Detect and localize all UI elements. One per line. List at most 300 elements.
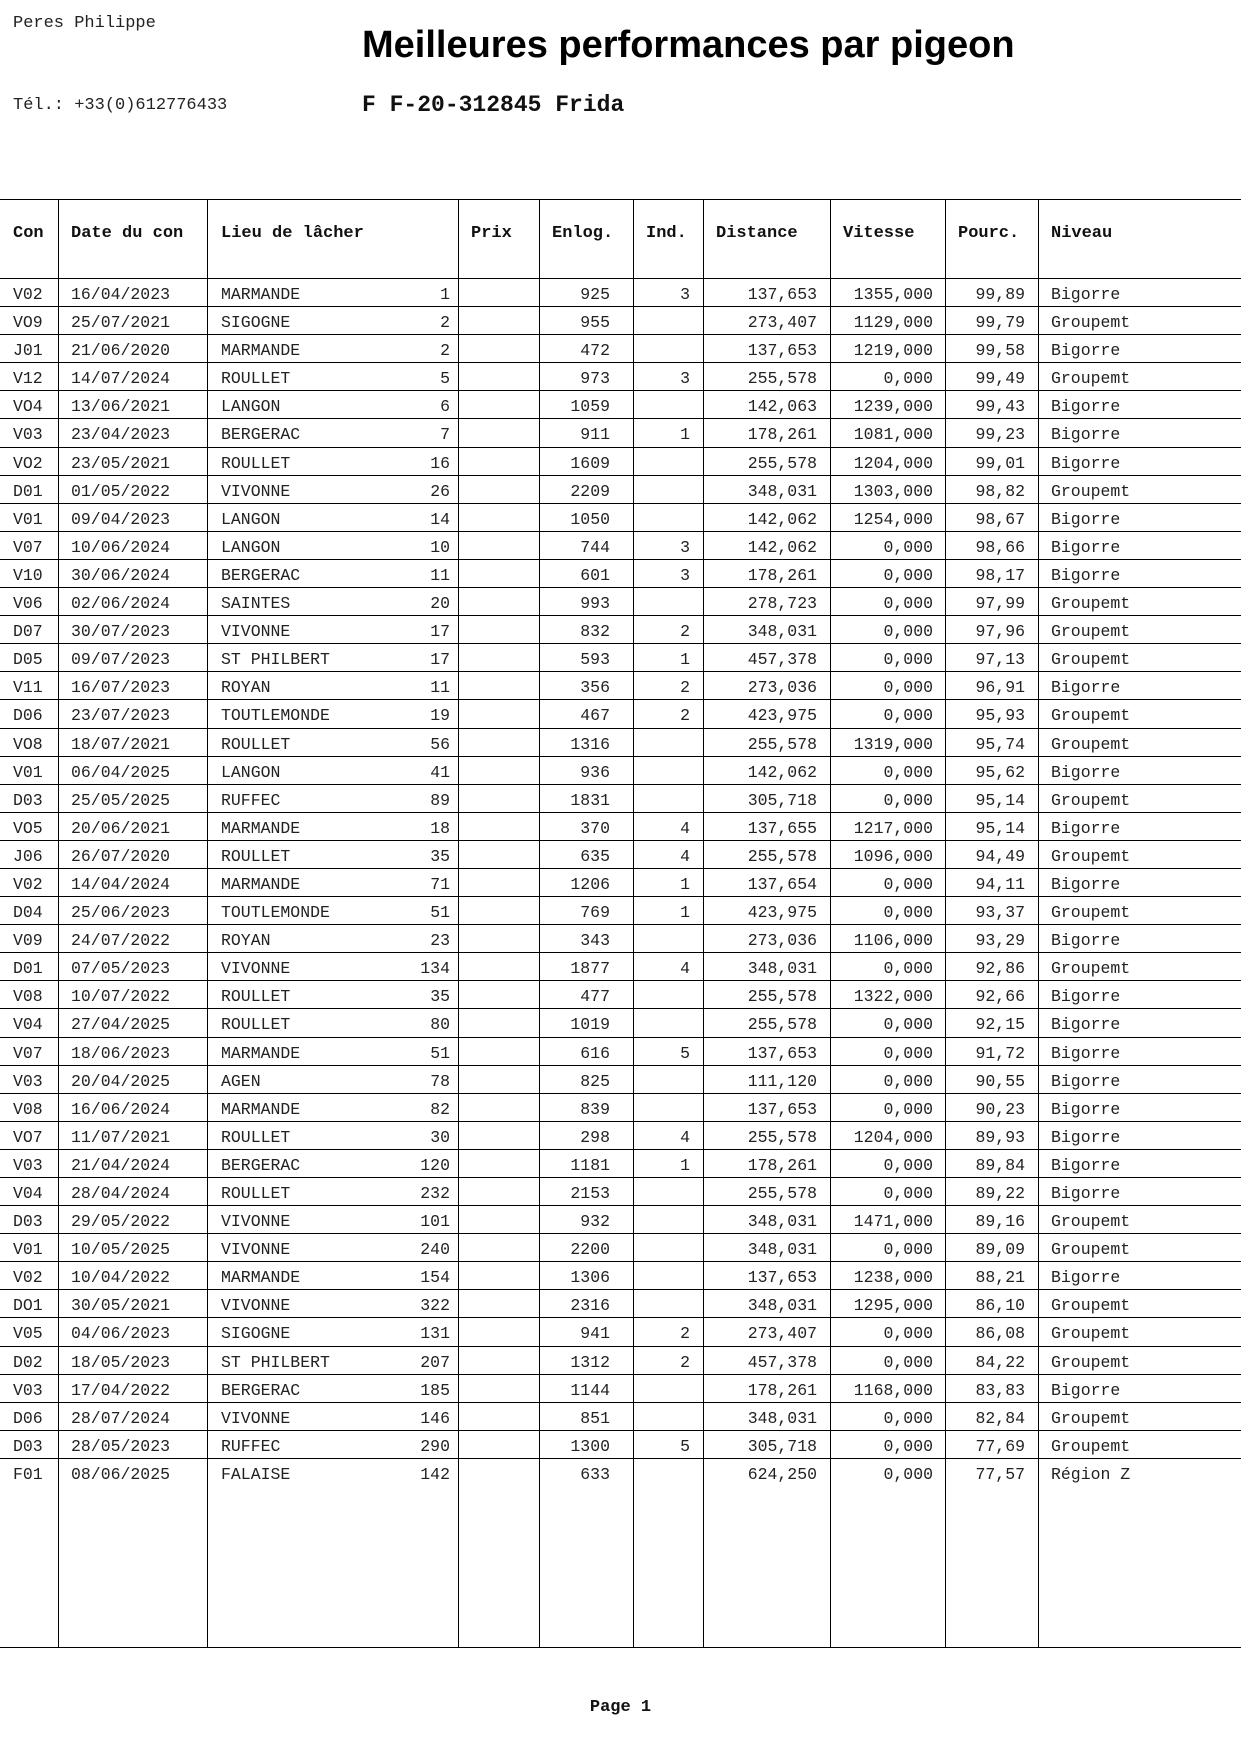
cell-niveau: Groupemt <box>1051 594 1131 614</box>
cell-pourc: 92,86 <box>975 959 1025 979</box>
cell-pourc: 99,01 <box>975 453 1025 473</box>
cell-date: 10/05/2025 <box>71 1240 171 1260</box>
cell-pourc: 98,67 <box>975 509 1025 529</box>
cell-niveau: Groupemt <box>1051 790 1131 810</box>
cell-distance: 178,261 <box>747 1380 817 1400</box>
table-row <box>0 1122 1241 1150</box>
table-row <box>0 672 1241 700</box>
cell-niveau: Groupemt <box>1051 706 1131 726</box>
cell-distance: 255,578 <box>747 1127 817 1147</box>
cell-date: 08/06/2025 <box>71 1464 171 1484</box>
cell-pourc: 98,66 <box>975 537 1025 557</box>
cell-ind: 1 <box>680 903 690 923</box>
cell-con: V03 <box>13 1155 43 1175</box>
cell-lieu: VIVONNE <box>221 1240 291 1260</box>
cell-pourc: 95,14 <box>975 790 1025 810</box>
cell-pourc: 99,49 <box>975 369 1025 389</box>
cell-lieu: VIVONNE <box>221 481 291 501</box>
cell-con: VO9 <box>13 313 43 333</box>
table-row <box>0 757 1241 785</box>
cell-lieu: ROULLET <box>221 734 291 754</box>
table-row <box>0 532 1241 560</box>
col-header-distance: Distance <box>716 224 798 243</box>
cell-lieu: SIGOGNE <box>221 313 291 333</box>
page-number: Page 1 <box>589 1698 652 1717</box>
table-row <box>0 729 1241 757</box>
cell-niveau: Bigorre <box>1051 1155 1121 1175</box>
cell-pourc: 90,23 <box>975 1099 1025 1119</box>
cell-vitesse: 0,000 <box>883 1352 933 1372</box>
cell-date: 16/04/2023 <box>71 285 171 304</box>
cell-vitesse: 0,000 <box>883 594 933 614</box>
cell-prix: 1 <box>440 285 450 304</box>
cell-con: V04 <box>13 1184 43 1203</box>
cell-vitesse: 0,000 <box>883 1184 933 1203</box>
cell-lieu: AGEN <box>221 1071 261 1091</box>
cell-enlog: 1144 <box>570 1380 610 1400</box>
cell-pourc: 95,74 <box>975 734 1025 754</box>
cell-lieu: BERGERAC <box>221 1155 301 1175</box>
table-header <box>0 200 1241 278</box>
cell-prix: 23 <box>430 931 450 951</box>
cell-vitesse: 0,000 <box>883 706 933 726</box>
cell-distance: 111,120 <box>747 1071 817 1091</box>
table-row <box>0 616 1241 644</box>
cell-pourc: 97,13 <box>975 650 1025 670</box>
table-row <box>0 1431 1241 1459</box>
cell-distance: 348,031 <box>747 1296 817 1316</box>
cell-distance: 178,261 <box>747 1155 817 1175</box>
cell-lieu: SIGOGNE <box>221 1324 291 1344</box>
cell-pourc: 94,49 <box>975 846 1025 866</box>
cell-enlog: 1306 <box>570 1268 610 1288</box>
cell-con: J06 <box>13 846 43 866</box>
cell-enlog: 467 <box>580 706 610 726</box>
cell-vitesse: 1239,000 <box>853 397 933 417</box>
table-row <box>0 588 1241 616</box>
table-row <box>0 1094 1241 1122</box>
cell-prix: 154 <box>420 1268 450 1288</box>
cell-date: 09/07/2023 <box>71 650 171 670</box>
cell-prix: 78 <box>430 1071 450 1091</box>
cell-distance: 305,718 <box>747 790 817 810</box>
cell-distance: 624,250 <box>747 1464 817 1484</box>
cell-date: 07/05/2023 <box>71 959 171 979</box>
cell-date: 23/04/2023 <box>71 425 171 445</box>
cell-enlog: 925 <box>580 285 610 304</box>
cell-enlog: 936 <box>580 762 610 782</box>
cell-con: D04 <box>13 903 43 923</box>
cell-distance: 255,578 <box>747 987 817 1007</box>
table-row <box>0 560 1241 588</box>
cell-niveau: Groupemt <box>1051 1240 1131 1260</box>
cell-distance: 273,036 <box>747 931 817 951</box>
cell-vitesse: 1295,000 <box>853 1296 933 1316</box>
cell-con: D03 <box>13 1212 43 1232</box>
col-header-date: Date du con <box>71 224 184 243</box>
cell-niveau: Bigorre <box>1051 565 1121 585</box>
cell-lieu: ROULLET <box>221 987 291 1007</box>
table-row <box>0 419 1241 447</box>
cell-pourc: 99,23 <box>975 425 1025 445</box>
cell-distance: 137,654 <box>747 874 817 894</box>
table-row <box>0 1347 1241 1375</box>
cell-con: V01 <box>13 1240 43 1260</box>
cell-date: 30/05/2021 <box>71 1296 171 1316</box>
cell-niveau: Groupemt <box>1051 1212 1131 1232</box>
cell-lieu: VIVONNE <box>221 622 291 642</box>
page-title: Meilleures performances par pigeon <box>362 24 1015 66</box>
cell-prix: 51 <box>430 903 450 923</box>
cell-distance: 142,062 <box>747 537 817 557</box>
cell-date: 29/05/2022 <box>71 1212 171 1232</box>
cell-date: 26/07/2020 <box>71 846 171 866</box>
cell-pourc: 99,79 <box>975 313 1025 333</box>
cell-con: V10 <box>13 565 43 585</box>
cell-ind: 4 <box>680 818 690 838</box>
cell-enlog: 973 <box>580 369 610 389</box>
cell-date: 21/06/2020 <box>71 341 171 361</box>
cell-lieu: ST PHILBERT <box>221 1352 330 1372</box>
cell-pourc: 89,93 <box>975 1127 1025 1147</box>
table-row <box>0 1150 1241 1178</box>
cell-vitesse: 0,000 <box>883 1043 933 1063</box>
cell-niveau: Bigorre <box>1051 285 1121 304</box>
cell-pourc: 92,66 <box>975 987 1025 1007</box>
cell-vitesse: 0,000 <box>883 1408 933 1428</box>
owner-phone: Tél.: +33(0)612776433 <box>13 96 228 115</box>
cell-con: DO1 <box>13 1296 43 1316</box>
cell-enlog: 370 <box>580 818 610 838</box>
cell-niveau: Bigorre <box>1051 762 1121 782</box>
cell-enlog: 1181 <box>570 1155 610 1175</box>
cell-niveau: Groupemt <box>1051 959 1131 979</box>
cell-vitesse: 1322,000 <box>853 987 933 1007</box>
cell-con: D01 <box>13 959 43 979</box>
cell-lieu: RUFFEC <box>221 1436 281 1456</box>
cell-enlog: 2153 <box>570 1184 610 1203</box>
cell-niveau: Groupemt <box>1051 903 1131 923</box>
cell-pourc: 98,82 <box>975 481 1025 501</box>
cell-enlog: 1312 <box>570 1352 610 1372</box>
cell-vitesse: 1254,000 <box>853 509 933 529</box>
cell-vitesse: 0,000 <box>883 1436 933 1456</box>
table-row <box>0 953 1241 981</box>
table-row <box>0 1234 1241 1262</box>
cell-con: V07 <box>13 1043 43 1063</box>
cell-vitesse: 1319,000 <box>853 734 933 754</box>
table-row <box>0 897 1241 925</box>
cell-enlog: 832 <box>580 622 610 642</box>
cell-vitesse: 1219,000 <box>853 341 933 361</box>
cell-pourc: 89,84 <box>975 1155 1025 1175</box>
cell-con: D06 <box>13 706 43 726</box>
cell-prix: 51 <box>430 1043 450 1063</box>
cell-pourc: 89,09 <box>975 1240 1025 1260</box>
cell-prix: 2 <box>440 341 450 361</box>
cell-date: 04/06/2023 <box>71 1324 171 1344</box>
table-row <box>0 1066 1241 1094</box>
col-header-niveau: Niveau <box>1051 224 1113 243</box>
cell-distance: 273,407 <box>747 313 817 333</box>
owner-name: Peres Philippe <box>13 14 156 33</box>
cell-con: D06 <box>13 1408 43 1428</box>
cell-vitesse: 1204,000 <box>853 1127 933 1147</box>
cell-distance: 278,723 <box>747 594 817 614</box>
cell-lieu: ROULLET <box>221 1127 291 1147</box>
cell-date: 28/04/2024 <box>71 1184 171 1203</box>
table-row <box>0 448 1241 476</box>
cell-pourc: 89,16 <box>975 1212 1025 1232</box>
cell-niveau: Région Z <box>1051 1464 1131 1484</box>
cell-lieu: LANGON <box>221 397 281 417</box>
cell-enlog: 955 <box>580 313 610 333</box>
cell-prix: 56 <box>430 734 450 754</box>
cell-lieu: BERGERAC <box>221 1380 301 1400</box>
cell-distance: 137,653 <box>747 1268 817 1288</box>
cell-prix: 89 <box>430 790 450 810</box>
cell-pourc: 86,08 <box>975 1324 1025 1344</box>
cell-prix: 120 <box>420 1155 450 1175</box>
cell-lieu: MARMANDE <box>221 285 301 304</box>
cell-prix: 19 <box>430 706 450 726</box>
cell-vitesse: 0,000 <box>883 874 933 894</box>
table-row <box>0 1206 1241 1234</box>
cell-enlog: 1831 <box>570 790 610 810</box>
cell-prix: 6 <box>440 397 450 417</box>
cell-lieu: SAINTES <box>221 594 291 614</box>
cell-pourc: 89,22 <box>975 1184 1025 1203</box>
cell-niveau: Groupemt <box>1051 481 1131 501</box>
cell-con: VO8 <box>13 734 43 754</box>
cell-pourc: 93,37 <box>975 903 1025 923</box>
cell-con: V08 <box>13 987 43 1007</box>
cell-vitesse: 1106,000 <box>853 931 933 951</box>
cell-vitesse: 1471,000 <box>853 1212 933 1232</box>
table-row <box>0 700 1241 728</box>
cell-niveau: Groupemt <box>1051 313 1131 333</box>
cell-con: V04 <box>13 1015 43 1035</box>
cell-niveau: Groupemt <box>1051 1436 1131 1456</box>
cell-distance: 348,031 <box>747 959 817 979</box>
table-row <box>0 1459 1241 1486</box>
cell-enlog: 2209 <box>570 481 610 501</box>
cell-enlog: 472 <box>580 341 610 361</box>
cell-ind: 3 <box>680 285 690 304</box>
table-row <box>0 504 1241 532</box>
cell-con: V11 <box>13 678 43 698</box>
cell-con: V09 <box>13 931 43 951</box>
cell-date: 16/07/2023 <box>71 678 171 698</box>
cell-lieu: ST PHILBERT <box>221 650 330 670</box>
table-row <box>0 279 1241 307</box>
cell-distance: 137,655 <box>747 818 817 838</box>
cell-pourc: 77,57 <box>975 1464 1025 1484</box>
cell-enlog: 343 <box>580 931 610 951</box>
table-row <box>0 869 1241 897</box>
cell-lieu: MARMANDE <box>221 341 301 361</box>
cell-vitesse: 0,000 <box>883 1464 933 1484</box>
cell-date: 25/05/2025 <box>71 790 171 810</box>
cell-ind: 2 <box>680 1352 690 1372</box>
cell-date: 17/04/2022 <box>71 1380 171 1400</box>
cell-con: V03 <box>13 1071 43 1091</box>
table-row <box>0 363 1241 391</box>
cell-ind: 2 <box>680 622 690 642</box>
cell-distance: 305,718 <box>747 1436 817 1456</box>
cell-pourc: 91,72 <box>975 1043 1025 1063</box>
cell-lieu: MARMANDE <box>221 818 301 838</box>
cell-niveau: Bigorre <box>1051 1015 1121 1035</box>
table-body <box>0 279 1241 1486</box>
cell-ind: 3 <box>680 565 690 585</box>
cell-lieu: ROULLET <box>221 453 291 473</box>
cell-distance: 423,975 <box>747 903 817 923</box>
cell-ind: 4 <box>680 846 690 866</box>
cell-enlog: 633 <box>580 1464 610 1484</box>
cell-lieu: LANGON <box>221 509 281 529</box>
cell-distance: 423,975 <box>747 706 817 726</box>
cell-vitesse: 0,000 <box>883 1324 933 1344</box>
cell-vitesse: 0,000 <box>883 1015 933 1035</box>
cell-enlog: 477 <box>580 987 610 1007</box>
cell-distance: 142,062 <box>747 509 817 529</box>
cell-date: 18/07/2021 <box>71 734 171 754</box>
cell-vitesse: 0,000 <box>883 678 933 698</box>
cell-con: V06 <box>13 594 43 614</box>
cell-vitesse: 1217,000 <box>853 818 933 838</box>
table-row <box>0 1038 1241 1066</box>
cell-date: 10/04/2022 <box>71 1268 171 1288</box>
cell-lieu: TOUTLEMONDE <box>221 706 330 726</box>
table-row <box>0 785 1241 813</box>
table-row <box>0 644 1241 672</box>
cell-ind: 5 <box>680 1043 690 1063</box>
cell-date: 10/06/2024 <box>71 537 171 557</box>
table-row <box>0 1009 1241 1037</box>
cell-pourc: 77,69 <box>975 1436 1025 1456</box>
cell-niveau: Bigorre <box>1051 537 1121 557</box>
cell-prix: 322 <box>420 1296 450 1316</box>
cell-enlog: 601 <box>580 565 610 585</box>
pigeon-id: F F-20-312845 Frida <box>362 92 625 118</box>
cell-date: 06/04/2025 <box>71 762 171 782</box>
cell-niveau: Groupemt <box>1051 622 1131 642</box>
cell-niveau: Bigorre <box>1051 818 1121 838</box>
cell-lieu: FALAISE <box>221 1464 291 1484</box>
performance-table <box>0 199 1241 1648</box>
cell-distance: 273,407 <box>747 1324 817 1344</box>
table-row <box>0 925 1241 953</box>
cell-prix: 232 <box>420 1184 450 1203</box>
cell-niveau: Bigorre <box>1051 397 1121 417</box>
table-row <box>0 841 1241 869</box>
cell-vitesse: 0,000 <box>883 565 933 585</box>
cell-pourc: 94,11 <box>975 874 1025 894</box>
col-header-vitesse: Vitesse <box>843 224 915 243</box>
cell-niveau: Bigorre <box>1051 341 1121 361</box>
cell-distance: 273,036 <box>747 678 817 698</box>
cell-lieu: VIVONNE <box>221 1212 291 1232</box>
cell-niveau: Bigorre <box>1051 425 1121 445</box>
cell-prix: 146 <box>420 1408 450 1428</box>
cell-enlog: 1050 <box>570 509 610 529</box>
cell-lieu: ROYAN <box>221 931 271 951</box>
cell-pourc: 93,29 <box>975 931 1025 951</box>
cell-pourc: 95,62 <box>975 762 1025 782</box>
cell-distance: 137,653 <box>747 341 817 361</box>
cell-distance: 255,578 <box>747 846 817 866</box>
cell-niveau: Groupemt <box>1051 1324 1131 1344</box>
cell-prix: 240 <box>420 1240 450 1260</box>
cell-pourc: 92,15 <box>975 1015 1025 1035</box>
cell-date: 24/07/2022 <box>71 931 171 951</box>
cell-date: 18/05/2023 <box>71 1352 171 1372</box>
cell-date: 25/07/2021 <box>71 313 171 333</box>
cell-vitesse: 0,000 <box>883 1240 933 1260</box>
cell-enlog: 298 <box>580 1127 610 1147</box>
cell-date: 20/04/2025 <box>71 1071 171 1091</box>
cell-prix: 14 <box>430 509 450 529</box>
cell-con: J01 <box>13 341 43 361</box>
cell-con: VO5 <box>13 818 43 838</box>
cell-vitesse: 0,000 <box>883 622 933 642</box>
cell-vitesse: 1168,000 <box>853 1380 933 1400</box>
cell-niveau: Bigorre <box>1051 874 1121 894</box>
cell-distance: 348,031 <box>747 481 817 501</box>
cell-lieu: TOUTLEMONDE <box>221 903 330 923</box>
table-row <box>0 981 1241 1009</box>
cell-niveau: Groupemt <box>1051 1408 1131 1428</box>
cell-con: V08 <box>13 1099 43 1119</box>
cell-prix: 71 <box>430 874 450 894</box>
cell-lieu: VIVONNE <box>221 959 291 979</box>
cell-con: V02 <box>13 285 43 304</box>
cell-niveau: Bigorre <box>1051 931 1121 951</box>
cell-lieu: ROULLET <box>221 846 291 866</box>
cell-enlog: 769 <box>580 903 610 923</box>
cell-vitesse: 1204,000 <box>853 453 933 473</box>
cell-distance: 137,653 <box>747 1043 817 1063</box>
cell-con: D01 <box>13 481 43 501</box>
cell-pourc: 95,14 <box>975 818 1025 838</box>
cell-niveau: Bigorre <box>1051 1268 1121 1288</box>
cell-distance: 142,063 <box>747 397 817 417</box>
cell-date: 28/07/2024 <box>71 1408 171 1428</box>
cell-ind: 1 <box>680 1155 690 1175</box>
cell-lieu: MARMANDE <box>221 1099 301 1119</box>
table-row <box>0 1403 1241 1431</box>
table-row <box>0 1290 1241 1318</box>
cell-ind: 1 <box>680 425 690 445</box>
cell-con: V01 <box>13 509 43 529</box>
cell-lieu: MARMANDE <box>221 1043 301 1063</box>
cell-distance: 348,031 <box>747 622 817 642</box>
cell-date: 01/05/2022 <box>71 481 171 501</box>
cell-date: 23/07/2023 <box>71 706 171 726</box>
cell-ind: 3 <box>680 537 690 557</box>
cell-prix: 35 <box>430 846 450 866</box>
cell-vitesse: 1355,000 <box>853 285 933 304</box>
cell-enlog: 616 <box>580 1043 610 1063</box>
cell-prix: 11 <box>430 565 450 585</box>
cell-distance: 178,261 <box>747 565 817 585</box>
table-row <box>0 1178 1241 1206</box>
cell-con: V12 <box>13 369 43 389</box>
cell-niveau: Bigorre <box>1051 509 1121 529</box>
cell-distance: 178,261 <box>747 425 817 445</box>
cell-date: 23/05/2021 <box>71 453 171 473</box>
